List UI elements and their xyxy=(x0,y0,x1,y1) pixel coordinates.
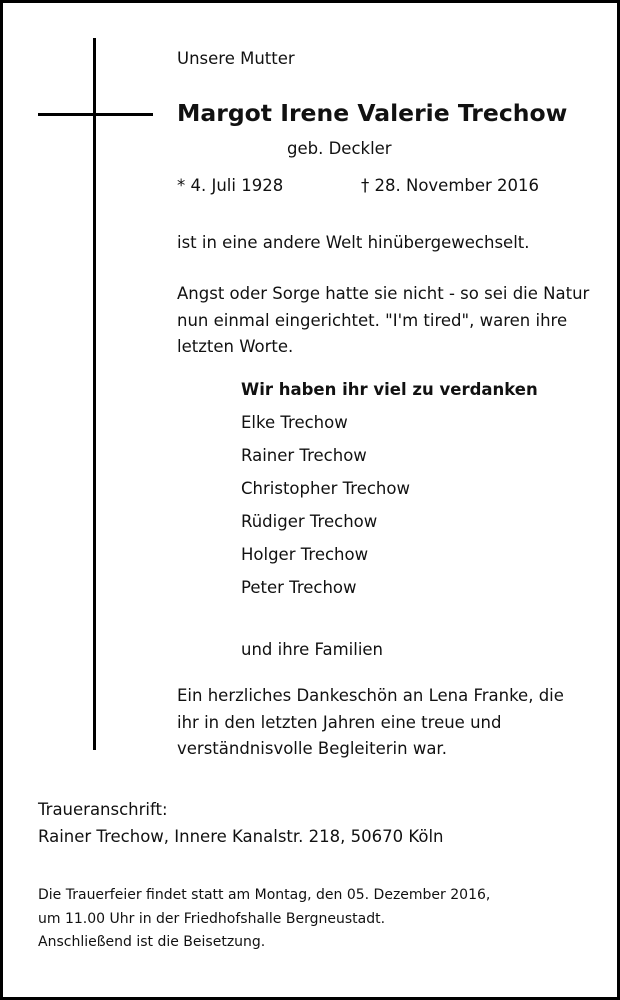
ceremony-block xyxy=(38,884,490,955)
ceremony-line: Die Trauerfeier findet statt am Montag, den 05. Dezember 2016, xyxy=(38,887,491,903)
address-block xyxy=(38,797,444,850)
cross-vertical-bar xyxy=(93,38,96,750)
mourners-heading: Wir haben ihr viel zu verdanken xyxy=(241,380,538,399)
address-value: Rainer Trechow, Innere Kanalstr. 218, 50670 Köln xyxy=(38,826,444,846)
thanks-line: ihr in den letzten Jahren eine treue und xyxy=(177,712,502,732)
cross-horizontal-bar xyxy=(38,113,153,116)
deceased-name: Margot Irene Valerie Trechow xyxy=(177,99,568,127)
birth-date: * 4. Juli 1928 xyxy=(177,176,284,195)
mourner-name: Peter Trechow xyxy=(241,578,357,597)
thanks-paragraph xyxy=(177,683,564,763)
passage-text: ist in eine andere Welt hinübergewechselt. xyxy=(177,233,530,252)
death-date: † 28. November 2016 xyxy=(361,176,540,195)
families-text: und ihre Familien xyxy=(241,640,384,659)
quote-line: letzten Worte. xyxy=(177,337,294,356)
ceremony-line: um 11.00 Uhr in der Friedhofshalle Bergneustadt. xyxy=(38,910,386,927)
mourner-name: Elke Trechow xyxy=(241,413,348,432)
mourner-name: Holger Trechow xyxy=(241,545,369,564)
quote-line: Angst oder Sorge hatte sie nicht - so sei die Natur xyxy=(177,284,590,303)
quote-paragraph xyxy=(177,281,589,361)
address-label: Traueranschrift: xyxy=(38,800,168,819)
mourners-list xyxy=(241,380,538,611)
mourner-name: Christopher Trechow xyxy=(241,479,410,498)
intro-text: Unsere Mutter xyxy=(177,49,295,68)
thanks-line: verständnisvolle Begleiterin war. xyxy=(177,739,447,758)
thanks-line: Ein herzliches Dankeschön an Lena Franke, die xyxy=(177,686,564,705)
quote-line: nun einmal eingerichtet. "I'm tired", waren ihre xyxy=(177,310,568,330)
ceremony-line: Anschließend ist die Beisetzung. xyxy=(38,934,266,950)
maiden-name: geb. Deckler xyxy=(287,139,392,158)
mourner-name: Rainer Trechow xyxy=(241,446,367,465)
mourner-name: Rüdiger Trechow xyxy=(241,512,378,531)
